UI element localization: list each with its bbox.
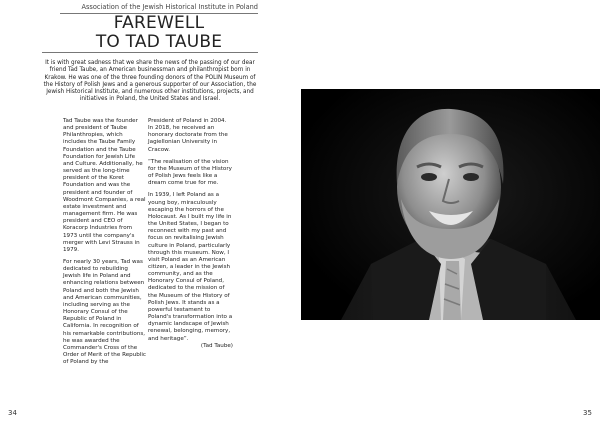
title-line-2: TO TAD TAUBE (95, 32, 223, 52)
right-text-column (148, 118, 233, 350)
intro-paragraph: It is with great sadness that we share the news of the passing of our dear friend Tad Taube, an American businessman and philanthropist born in Krakow. He was one of the three founding donors of the POLIN Museum of the History of Polish Jews and a generous supporter of our Association, the Jewish Historical Institute, and numerous other institutions, projects, and initiatives in Poland, the United States and Israel. (43, 60, 257, 103)
quote-paragraph: In 1939, I left Poland as a young boy, miraculously escaping the horrors of the Holocaust. As I built my life in the United States, I began to reconnect with my past and focus on revitalising Jewish culture in Poland, particularly through this museum. Now, I visit Poland as an American citizen, a leader in the Jewish community, and as the Honorary Consul of Poland, dedicated to the mission of the Museum of the History of Polish Jews. It stands as a powerful testament to Poland's transformation into a dynamic landscape of Jewish renewal, belonging, memory, and heritage”. (148, 192, 233, 342)
portrait-illustration (301, 89, 600, 320)
page-title (60, 14, 258, 52)
title-line-1: FAREWELL (113, 13, 205, 33)
paragraph: President of Poland in 2004. In 2018, he received an honorary doctorate from the Jagiellonian University in Cracow. (148, 118, 228, 153)
quote-paragraph: “The realisation of the vision for the Museum of the History of Polish Jews feels like a dream come true for me. (148, 158, 232, 187)
paragraph: Tad Taube was the founder and president of Taube Philanthropies, which includes the Taube Family Foundation and the Taube Foundation for Jewish Life and Culture. Additionally, he served as the long-time president of the Koret Foundation and was the president and founder of Woodmont Companies, a real estate investment and management firm. He was president and CEO of Koracorp Industries from 1973 until the company's merger with Levi Strauss in 1979. (63, 118, 146, 253)
page-number-left: 34 (8, 409, 17, 417)
page-number-right: 35 (583, 409, 592, 417)
title-divider (42, 52, 258, 53)
association-header: Association of the Jewish Historical Institute in Poland (81, 3, 258, 11)
left-text-column (63, 118, 146, 371)
paragraph: For nearly 30 years, Tad was dedicated to rebuilding Jewish life in Poland and enhancing relations between Poland and both the Jewish and American communities, including serving as the Honorary Consul of the Republic of Poland in California. In recognition of his remarkable contributions, he was awarded the Commander's Cross of the Order of Merit of the Republic of Poland by the (63, 258, 146, 366)
portrait-photo (301, 89, 600, 320)
quote-signature: (Tad Taube) (200, 342, 233, 349)
